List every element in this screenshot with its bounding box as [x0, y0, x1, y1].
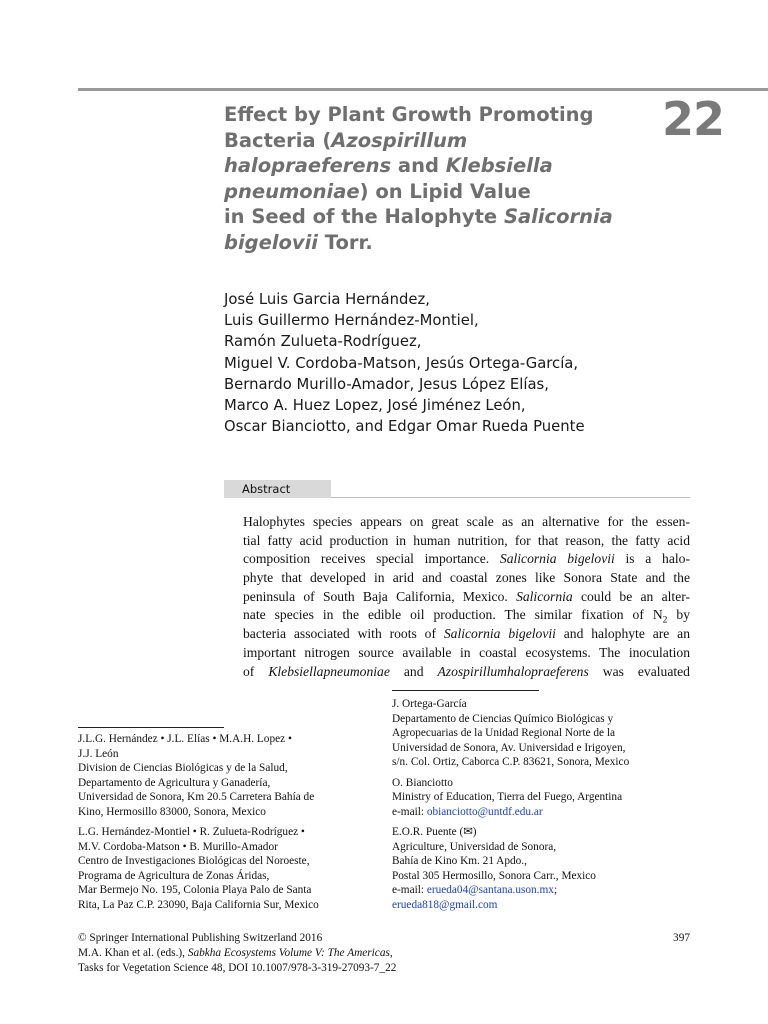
affiliation-line: Programa de Agricultura de Zonas Áridas,	[78, 869, 270, 882]
email-line: e-mail: obianciotto@untdf.edu.ar	[392, 805, 543, 818]
page-number: 397	[673, 932, 690, 944]
affiliation-line: Departamento de Ciencias Químico Biológicas y	[392, 712, 614, 725]
author-line: Ramón Zulueta-Rodríguez,	[224, 333, 422, 351]
author-line: Bernardo Murillo-Amador, Jesus López Elías,	[224, 375, 549, 393]
abstract-label: Abstract	[224, 480, 331, 498]
abstract-header	[224, 480, 690, 498]
abstract-line: peninsula of South Baja California, Mexico. Salicornia could be an alter-	[243, 588, 691, 604]
top-rule	[78, 88, 768, 91]
abstract-line: important nitrogen source available in coastal ecosystems. The inoculation	[243, 644, 690, 660]
abstract-line: bacteria associated with roots of Salicornia bigelovii and halophyte are an	[243, 626, 690, 642]
abstract-line: nate species in the edible oil production. The similar fixation of $N_2$ by	[243, 607, 690, 627]
series-line: Tasks for Vegetation Science 48, DOI 10.1007/978-3-319-27093-7_22	[78, 962, 397, 974]
page-footer	[78, 931, 690, 976]
chapter-number: 22	[662, 92, 725, 146]
affiliation-line: Agropecuarias de la Unidad Regional Norte de la	[392, 727, 616, 739]
title-line: pneumoniae) on Lipid Value	[224, 179, 531, 203]
book-title: Sabkha Ecosystems Volume V: The Americas	[187, 947, 390, 959]
affiliation-line: Centro de Investigaciones Biológicas del Noroeste,	[78, 855, 310, 867]
affiliation-line: Departamento de Agricultura y Ganadería,	[78, 776, 271, 789]
abstract-line: of Klebsiellapneumoniae and Azospirillumhalopraeferens was evaluated	[243, 663, 690, 679]
email-link[interactable]: obianciotto@untdf.edu.ar	[426, 805, 543, 818]
abstract-line: Halophytes species appears on great scale as an alternative for the essen-	[243, 514, 690, 529]
affiliation-line: Universidad de Sonora, Av. Universidad e Irigoyen,	[392, 741, 626, 754]
affiliation-line: Kino, Hermosillo 83000, Sonora, Mexico	[78, 805, 266, 818]
title-line: Bacteria (Azospirillum	[224, 128, 468, 152]
author-line: José Luis Garcia Hernández,	[224, 291, 430, 308]
affiliation-line: Mar Bermejo No. 195, Colonia Playa Palo de Santa	[78, 884, 312, 896]
title-line: Effect by Plant Growth Promoting	[224, 103, 594, 126]
abstract-text	[243, 513, 690, 681]
affiliation-line: J.J. León	[78, 747, 119, 760]
affiliation-line: Division de Ciencias Biológicas y de la Salud,	[78, 762, 288, 774]
title-line: halopraeferens and Klebsiella	[224, 154, 553, 177]
affiliation-line: O. Bianciotto	[392, 776, 453, 789]
affiliation-line: E.O.R. Puente (✉)	[392, 826, 477, 838]
affiliation-line: L.G. Hernández-Montiel • R. Zulueta-Rodríguez •	[78, 826, 305, 838]
footnote-rule-left	[78, 727, 224, 728]
chapter-title	[224, 102, 644, 255]
author-list	[224, 289, 585, 437]
affiliation-line: s/n. Col. Ortiz, Caborca C.P. 83621, Sonora, Mexico	[392, 756, 630, 768]
affiliation-line: Postal 305 Hermosillo, Sonora Carr., Mexico	[392, 869, 596, 882]
footnotes-right	[392, 697, 629, 912]
affiliation-line: Bahía de Kino Km. 21 Apdo.,	[392, 855, 527, 867]
author-line: Miguel V. Cordoba-Matson, Jesús Ortega-García,	[224, 354, 579, 372]
email-line: e-mail: erueda04@santana.uson.mx;	[392, 884, 558, 896]
abstract-divider	[331, 497, 690, 498]
email-link[interactable]: erueda04@santana.uson.mx	[426, 884, 554, 896]
author-line: Marco A. Huez Lopez, José Jiménez León,	[224, 397, 526, 415]
affiliation-line: Ministry of Education, Tierra del Fuego, Argentina	[392, 791, 623, 803]
email-link[interactable]: erueda818@gmail.com	[392, 898, 498, 911]
affiliation-line: J. Ortega-García	[392, 698, 467, 710]
affiliation-line: Rita, La Paz C.P. 23090, Baja California Sur, Mexico	[78, 898, 319, 911]
title-line: in Seed of the Halophyte Salicornia	[224, 205, 613, 228]
author-line: Luis Guillermo Hernández-Montiel,	[224, 312, 479, 330]
citation-line: M.A. Khan et al. (eds.), Sabkha Ecosystems Volume V: The Americas,	[78, 947, 393, 959]
abstract-line: composition receives special importance. Salicornia bigelovii is a halo-	[243, 551, 690, 567]
affiliation-line: M.V. Cordoba-Matson • B. Murillo-Amador	[78, 840, 278, 853]
author-line: Oscar Bianciotto, and Edgar Omar Rueda Puente	[224, 418, 585, 436]
affiliation-line: Universidad de Sonora, Km 20.5 Carretera Bahía de	[78, 791, 315, 803]
title-line: bigelovii Torr.	[224, 230, 373, 254]
email-line	[392, 898, 629, 913]
abstract-line: phyte that developed in arid and coastal zones like Sonora State and the	[243, 570, 690, 586]
copyright-line: © Springer International Publishing Switzerland 2016	[78, 932, 323, 944]
footnotes-left	[78, 732, 319, 912]
footnote-rule-right	[392, 690, 539, 691]
affiliation-line: Agriculture, Universidad de Sonora,	[392, 840, 557, 853]
affiliation-line: J.L.G. Hernández • J.L. Elías • M.A.H. Lopez •	[78, 733, 292, 745]
abstract-line: tial fatty acid production in human nutrition, for that reason, the fatty acid	[243, 532, 690, 548]
